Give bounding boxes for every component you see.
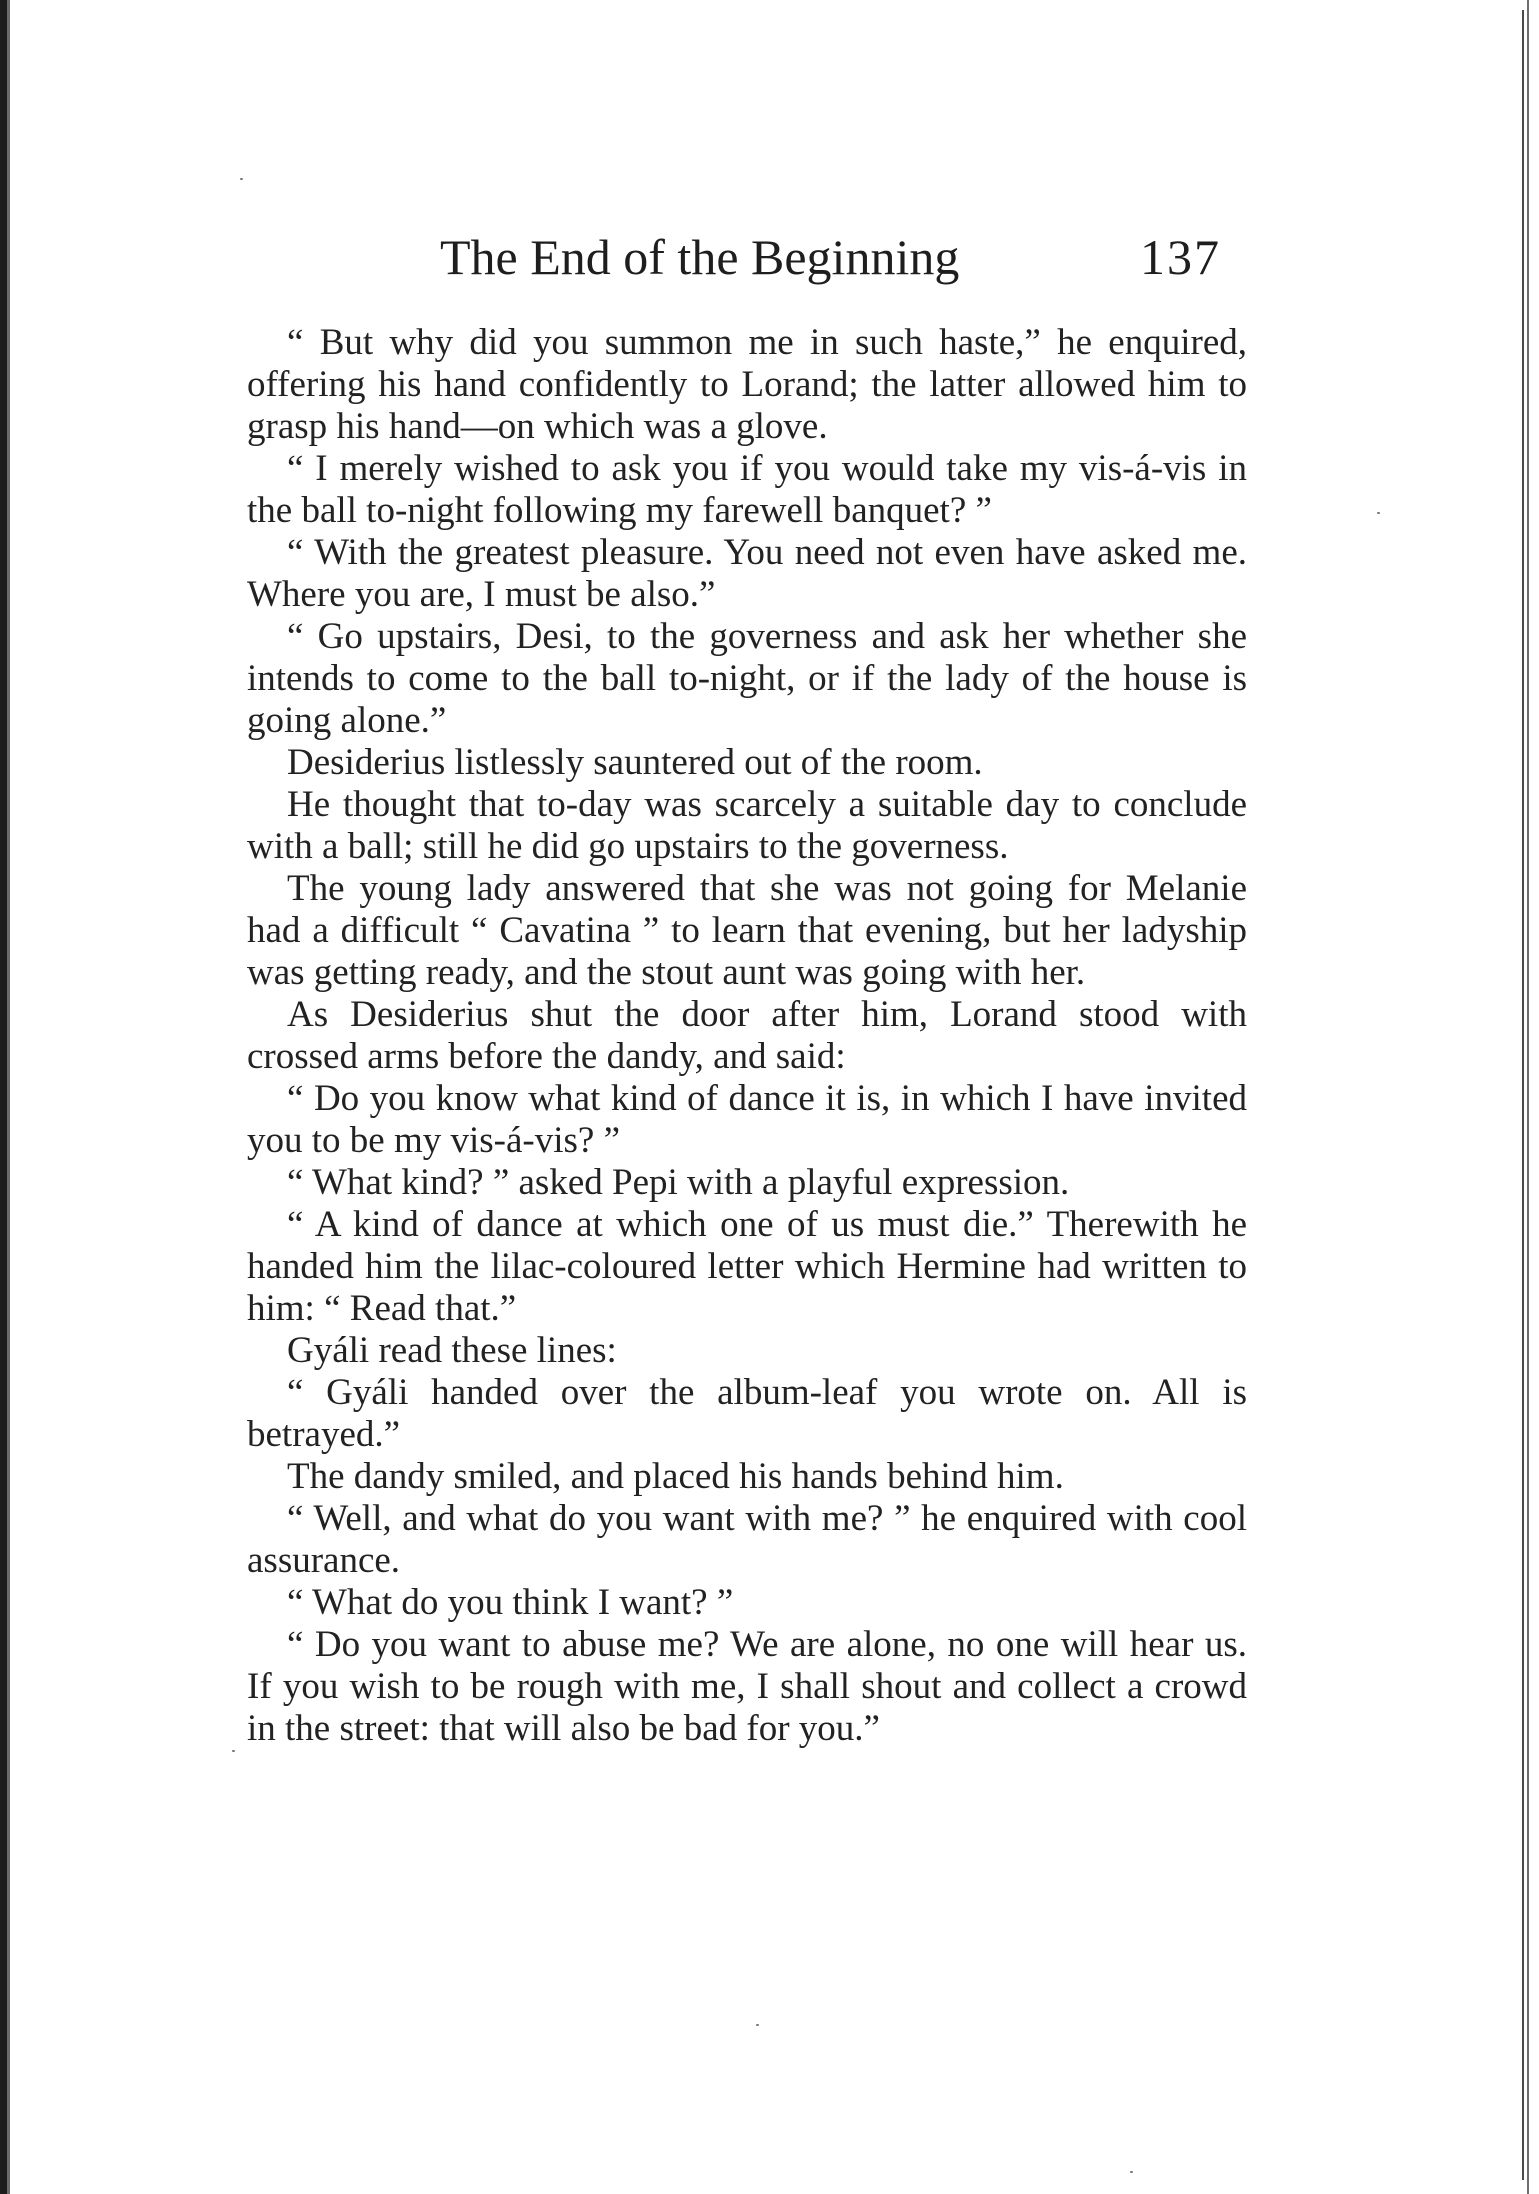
paragraph: “ Well, and what do you want with me? ” he enquired with cool assurance. <box>247 1498 1247 1581</box>
scan-edge-right <box>1522 10 1524 2180</box>
page-number: 137 <box>1140 229 1221 285</box>
scan-edge-right-outer <box>1527 0 1529 2194</box>
running-title: The End of the Beginning <box>440 229 960 285</box>
paragraph: As Desiderius shut the door after him, Lorand stood with crossed arms before the dandy, and said: <box>247 994 1247 1077</box>
body-text <box>247 322 1247 1750</box>
paragraph: “ Go upstairs, Desi, to the governess and ask her whether she intends to come to the ball to-night, or if the lady of the house is going alone.” <box>247 616 1247 741</box>
scan-speck <box>1130 2171 1133 2173</box>
paragraph: The dandy smiled, and placed his hands behind him. <box>287 1456 1064 1497</box>
scan-speck <box>1377 512 1380 514</box>
scan-speck <box>240 178 243 180</box>
paragraph: Gyáli read these lines: <box>287 1330 617 1371</box>
paragraph: “ Do you want to abuse me? We are alone, no one will hear us. If you wish to be rough with me, I shall shout and collect a crowd in the street: that will also be bad for you.” <box>247 1624 1247 1749</box>
paragraph: “ Do you know what kind of dance it is, in which I have invited you to be my vis-á-vis? ” <box>247 1078 1247 1161</box>
paragraph: “ What kind? ” asked Pepi with a playful expression. <box>287 1162 1070 1203</box>
scan-speck <box>232 1750 235 1752</box>
scan-edge-left <box>0 0 7 2194</box>
paragraph: Desiderius listlessly sauntered out of the room. <box>287 742 983 783</box>
page-header <box>440 222 1260 292</box>
paragraph: “ I merely wished to ask you if you would take my vis-á-vis in the ball to-night following my farewell banquet? ” <box>247 448 1247 531</box>
paragraph: “ Gyáli handed over the album-leaf you wrote on. All is betrayed.” <box>247 1372 1247 1455</box>
paragraph: “ But why did you summon me in such haste,” he enquired, offering his hand confidently to Lorand; the latter allowed him to grasp his hand—on which was a glove. <box>247 322 1247 447</box>
scan-edge-left-shadow <box>7 0 10 2194</box>
paragraph: The young lady answered that she was not going for Melanie had a difficult “ Cavatina ” to learn that evening, but her ladyship was getting ready, and the stout aunt was going with her. <box>247 868 1247 993</box>
scan-speck <box>756 2024 759 2026</box>
paragraph: “ With the greatest pleasure. You need not even have asked me. Where you are, I must be also.” <box>247 532 1247 615</box>
paragraph: He thought that to-day was scarcely a suitable day to conclude with a ball; still he did go upstairs to the governess. <box>247 784 1247 867</box>
paragraph: “ A kind of dance at which one of us must die.” Therewith he handed him the lilac-coloured letter which Hermine had written to him: “ Read that.” <box>247 1204 1247 1329</box>
paragraph: “ What do you think I want? ” <box>287 1582 734 1623</box>
